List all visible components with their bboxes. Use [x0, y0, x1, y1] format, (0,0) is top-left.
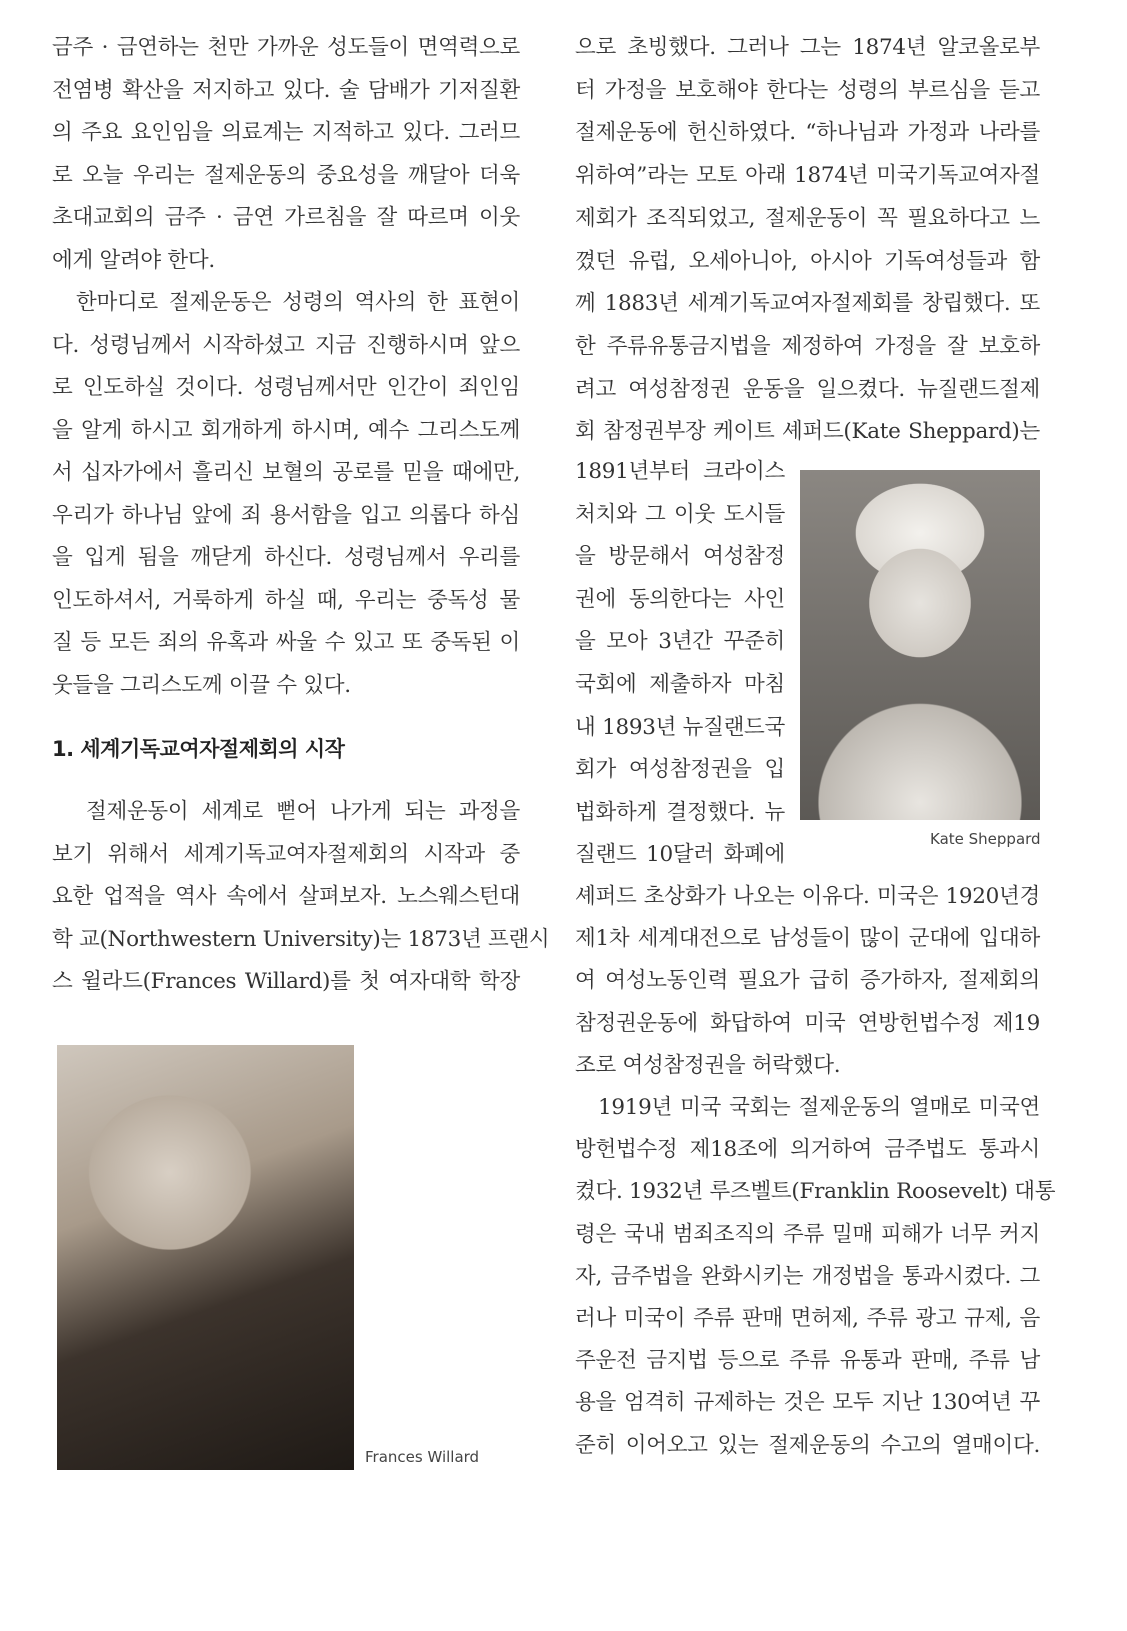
text-line: 금주 · 금연하는 천만 가까운 성도들이 면역력으로 [52, 35, 520, 60]
text-line: 보기 위해서 세계기독교여자절제회의 시작과 중 [52, 841, 520, 867]
text-line: 조로 여성참정권을 허락했다. [575, 1052, 841, 1078]
text-line: 으로 초빙했다. 그러나 그는 1874년 알코올로부 [575, 35, 1040, 60]
text-line: 꼈던 유럽, 오세아니아, 아시아 기독여성들과 함 [575, 248, 1040, 274]
text-line: 한 주류유통금지법을 제정하여 가정을 잘 보호하 [575, 333, 1040, 359]
text-line: 질 등 모든 죄의 유혹과 싸울 수 있고 또 중독된 이 [52, 630, 520, 655]
text-line: 서 십자가에서 흘리신 보혈의 공로를 믿을 때에만, [52, 460, 520, 485]
text-line: 법화하게 결정했다. 뉴 [575, 799, 785, 825]
text-line: 터 가정을 보호해야 한다는 성령의 부르심을 듣고 [575, 77, 1040, 103]
text-line: 준히 이어오고 있는 절제운동의 수고의 열매이다. [575, 1432, 1040, 1458]
text-line: 회가 여성참정권을 입 [575, 757, 785, 783]
frances-willard-photo [57, 1045, 354, 1470]
text-line: 자, 금주법을 완화시키는 개정법을 통과시켰다. 그 [575, 1263, 1040, 1289]
kate-sheppard-caption: Kate Sheppard [930, 830, 1041, 848]
text-line: 다. 성령님께서 시작하셨고 지금 진행하시며 앞으 [52, 332, 520, 358]
text-line: 을 모아 3년간 꾸준히 [575, 629, 785, 655]
text-line: 우리가 하나님 앞에 죄 용서함을 입고 의롭다 하심 [52, 502, 520, 528]
text-line: 권에 동의한다는 사인 [575, 586, 785, 612]
text-line: 웃들을 그리스도께 이끌 수 있다. [52, 672, 351, 698]
text-line: 1919년 미국 국회는 절제운동의 열매로 미국연 [598, 1095, 1040, 1120]
text-line: 내 1893년 뉴질랜드국 [575, 714, 785, 740]
text-line: 을 입게 됨을 깨닫게 하신다. 성령님께서 우리를 [52, 545, 520, 570]
text-line: 인도하셔서, 거룩하게 하실 때, 우리는 중독성 물 [52, 587, 520, 613]
text-line: 러나 미국이 주류 판매 면허제, 주류 광고 규제, 음 [575, 1306, 1040, 1331]
text-line: 려고 여성참정권 운동을 일으켰다. 뉴질랜드절제 [575, 376, 1040, 402]
text-line: 국회에 제출하자 마침 [575, 672, 785, 697]
text-line: 학 교(Northwestern University)는 1873년 프랜시 [52, 926, 550, 952]
text-line: 초대교회의 금주 · 금연 가르침을 잘 따르며 이웃 [52, 205, 520, 230]
text-line: 방헌법수정 제18조에 의거하여 금주법도 통과시 [575, 1137, 1040, 1163]
text-line: 로 오늘 우리는 절제운동의 중요성을 깨달아 더욱 [52, 162, 520, 188]
text-line: 회 참정권부장 케이트 셰퍼드(Kate Sheppard)는 [575, 419, 1040, 445]
text-line: 여 여성노동인력 필요가 급히 증가하자, 절제회의 [575, 968, 1040, 994]
text-line: 한마디로 절제운동은 성령의 역사의 한 표현이 [76, 290, 520, 315]
text-line: 절제운동이 세계로 뻗어 나가게 되는 과정을 [86, 799, 520, 824]
kate-sheppard-photo [800, 470, 1040, 820]
text-line: 셰퍼드 초상화가 나오는 이유다. 미국은 1920년경 [575, 884, 1040, 909]
text-line: 1891년부터 크라이스 [575, 459, 785, 484]
text-line: 주운전 금지법 등으로 주류 유통과 판매, 주류 남 [575, 1348, 1040, 1374]
section-heading: 1. 세계기독교여자절제회의 시작 [52, 737, 345, 761]
text-line: 령은 국내 범죄조직의 주류 밀매 피해가 너무 커지 [575, 1221, 1040, 1247]
text-line: 용을 엄격히 규제하는 것은 모두 지난 130여년 꾸 [575, 1390, 1040, 1416]
text-line: 께 1883년 세계기독교여자절제회를 창립했다. 또 [575, 291, 1040, 317]
text-line: 질랜드 10달러 화폐에 [575, 842, 785, 868]
text-line: 에게 알려야 한다. [52, 247, 215, 273]
text-line: 제1차 세계대전으로 남성들이 많이 군대에 입대하 [575, 926, 1040, 952]
text-line: 참정권운동에 화답하여 미국 연방헌법수정 제19 [575, 1010, 1040, 1036]
text-line: 요한 업적을 역사 속에서 살펴보자. 노스웨스턴대 [52, 884, 520, 909]
text-line: 스 윌라드(Frances Willard)를 첫 여자대학 학장 [52, 969, 520, 994]
text-line: 켰다. 1932년 루즈벨트(Franklin Roosevelt) 대통 [575, 1179, 1056, 1205]
text-line: 의 주요 요인임을 의료계는 지적하고 있다. 그러므 [52, 120, 520, 145]
text-line: 로 인도하실 것이다. 성령님께서만 인간이 죄인임 [52, 375, 520, 400]
text-line: 을 알게 하시고 회개하게 하시며, 예수 그리스도께 [52, 417, 520, 443]
text-line: 을 방문해서 여성참정 [575, 544, 785, 570]
frances-willard-caption: Frances Willard [365, 1448, 480, 1466]
text-line: 위하여”라는 모토 아래 1874년 미국기독교여자절 [575, 163, 1040, 189]
text-line: 절제운동에 헌신하였다. “하나님과 가정과 나라를 [575, 120, 1040, 146]
text-line: 처치와 그 이웃 도시들 [575, 501, 785, 527]
text-line: 제회가 조직되었고, 절제운동이 꼭 필요하다고 느 [575, 205, 1040, 231]
text-line: 전염병 확산을 저지하고 있다. 술 담배가 기저질환 [52, 77, 520, 103]
